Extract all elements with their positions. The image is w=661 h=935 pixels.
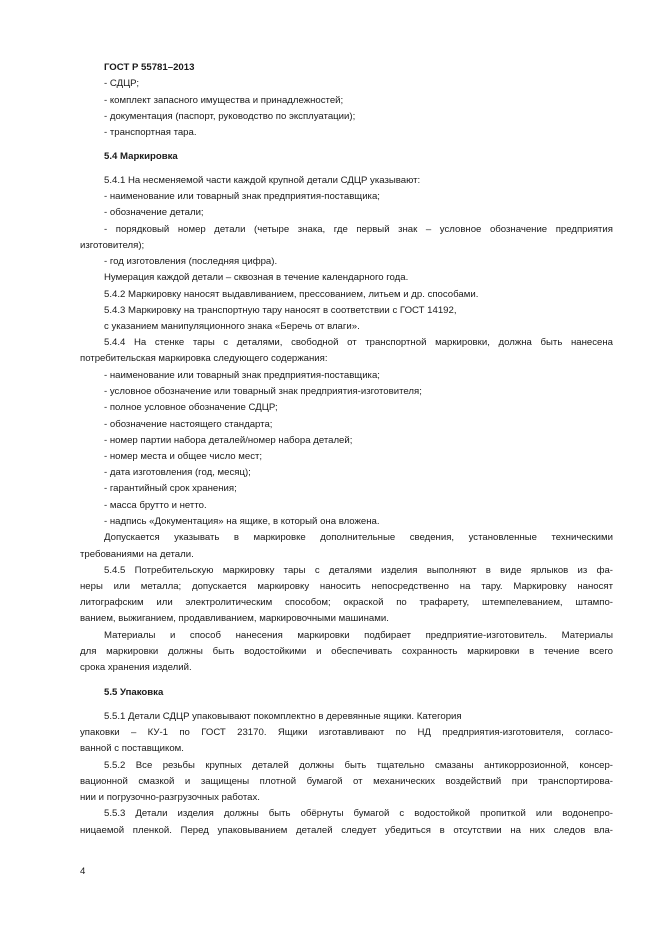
text-line: ванной с поставщиком. [80,743,184,754]
text-line: - транспортная тара. [104,127,197,138]
text-line: - год изготовления (последняя цифра). [104,256,278,267]
text-line: - условное обозначение или товарный знак предприятия-изготовителя; [104,386,422,397]
text-line: упаковки – КУ-1 по ГОСТ 23170. Ящики изготавливают по НД предприятия-изготовителя, согласо- [80,727,613,738]
text-line: 5.4.5 Потребительскую маркировку тары с деталями изделия выполняют в виде ярлыков из фа- [104,565,613,576]
text-line: 5.4.3 Маркировку на транспортную тару наносят в соответствии с ГОСТ 14192, [104,305,457,316]
text-line: с указанием манипуляционного знака «Беречь от влаги». [104,321,360,332]
text-line: - дата изготовления (год, месяц); [104,467,251,478]
text-line: неры или металла; допускается маркировку наносить непосредственно на тару. Маркировку наносят [80,581,613,592]
text-line: 5.5.2 Все резьбы крупных деталей должны быть тщательно смазаны антикоррозионной, консер- [104,760,613,771]
text-line: нии и погрузочно-разгрузочных работах. [80,792,260,803]
text-line: - масса брутто и нетто. [104,500,207,511]
text-line: - номер партии набора деталей/номер набора деталей; [104,435,353,446]
text-line: 5.4.2 Маркировку наносят выдавливанием, прессованием, литьем и др. способами. [104,289,479,300]
text-line: - СДЦР; [104,78,140,89]
text-line: 5.4.4 На стенке тары с деталями, свободной от транспортной маркировки, должна быть нанесена [104,337,613,348]
text-line: - обозначение настоящего стандарта; [104,419,273,430]
document-code-header: ГОСТ Р 55781–2013 [104,62,195,73]
page-number: 4 [80,866,86,877]
text-line: - номер места и общее число мест; [104,451,263,462]
text-line: Материалы и способ нанесения маркировки подбирает предприятие-изготовитель. Материалы [104,630,613,641]
text-line: требованиями на детали. [80,549,194,560]
text-line: срока хранения изделий. [80,662,192,673]
text-line: изготовителя); [80,240,145,251]
text-line: - порядковый номер детали (четыре знака, где первый знак – условное обозначение предприятия [104,224,613,235]
text-line: - документация (паспорт, руководство по эксплуатации); [104,111,356,122]
text-line: 5.5.3 Детали изделия должны быть обёрнуты бумагой с водостойкой пропиткой или водонепро- [104,808,613,819]
text-line: 5.4.1 На несменяемой части каждой крупной детали СДЦР указывают: [104,175,421,186]
section-heading: 5.4 Маркировка [104,151,178,162]
text-line: - комплект запасного имущества и принадлежностей; [104,95,344,106]
text-line: - наименование или товарный знак предприятия-поставщика; [104,191,380,202]
text-line: ницаемой пленкой. Перед упаковыванием деталей следует убедиться в отсутствии на них следов вла- [80,825,613,836]
text-line: - гарантийный срок хранения; [104,483,237,494]
text-line: литографским или электролитическим способом; окраской по трафарету, штемпелеванием, штампо- [80,597,613,608]
text-line: 5.5.1 Детали СДЦР упаковывают покомплектно в деревянные ящики. Категория [104,711,462,722]
text-line: вационной смазкой и защищены плотной бумагой от механических воздействий при транспортирова- [80,776,613,787]
text-line: - обозначение детали; [104,207,204,218]
text-line: Допускается указывать в маркировке дополнительные сведения, установленные техническими [104,532,613,543]
text-line: - надпись «Документация» на ящике, в который она вложена. [104,516,380,527]
text-line: - полное условное обозначение СДЦР; [104,402,278,413]
text-line: потребительская маркировка следующего содержания: [80,353,328,364]
text-line: - наименование или товарный знак предприятия-поставщика; [104,370,380,381]
text-line: для маркировки должны быть водостойкими и обеспечивать сохранность маркировки в течение всего [80,646,613,657]
text-line: Нумерация каждой детали – сквозная в течение календарного года. [104,272,409,283]
text-line: ванием, выжиганием, продавливанием, маркировочными машинами. [80,613,389,624]
section-heading: 5.5 Упаковка [104,687,164,698]
